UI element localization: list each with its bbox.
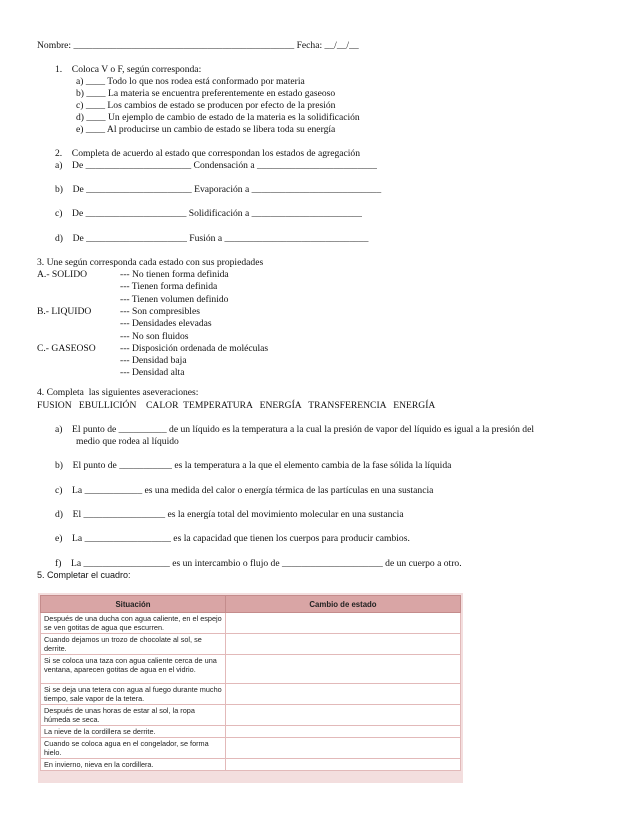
q4-item-a-cont: medio que rodea al líquido	[76, 436, 179, 447]
situation-cell: Si se coloca una taza con agua caliente cerca de una ventana, aparecen gotitas de agua en el vidrio.	[41, 655, 226, 684]
name-blank[interactable]: ______________________________________________	[73, 40, 295, 51]
answer-cell[interactable]	[226, 684, 461, 705]
answer-cell[interactable]	[226, 738, 461, 759]
date-blank[interactable]: __/__/__	[322, 40, 359, 51]
table-row	[41, 655, 461, 684]
situation-cell: Después de una ducha con agua caliente, en el espejo se ven gotitas de agua que escurren.	[41, 613, 226, 634]
q3-property: --- Densidad baja	[120, 355, 187, 366]
q2-item-c: c) De _____________________ Solidificación a _______________________	[55, 208, 362, 219]
table-row	[41, 705, 461, 726]
q3-state-solido: A.- SOLIDO	[37, 269, 88, 280]
q3-property: --- Tienen volumen definido	[120, 294, 229, 305]
name-label: Nombre:	[37, 40, 72, 51]
situation-cell: Cuando se coloca agua en el congelador, se forma hielo.	[41, 738, 226, 759]
table-row	[41, 726, 461, 738]
situation-cell: En invierno, nieva en la cordillera.	[41, 759, 226, 771]
table-row	[41, 634, 461, 655]
q3-property: --- Tienen forma definida	[120, 281, 218, 292]
answer-cell[interactable]	[226, 655, 461, 684]
q3-title: 3. Une según corresponda cada estado con sus propiedades	[37, 257, 264, 268]
situation-cell: La nieve de la cordillera se derrite.	[41, 726, 226, 738]
q4-item-e: e) La __________________ es la capacidad que tienen los cuerpos para producir cambios.	[55, 533, 410, 544]
table-row	[41, 613, 461, 634]
situation-table	[40, 595, 461, 771]
q1-item-d: d) ____ Un ejemplo de cambio de estado de la materia es la solidificación	[76, 112, 360, 123]
table-row	[41, 684, 461, 705]
answer-cell[interactable]	[226, 759, 461, 771]
q3-property: --- No tienen forma definida	[120, 269, 229, 280]
q3-property: --- Disposición ordenada de moléculas	[120, 343, 269, 354]
q4-item-d: d) El _________________ es la energía total del movimiento molecular en una sustancia	[55, 509, 404, 520]
q4-item-b: b) El punto de ___________ es la temperatura a la que el elemento cambia de la fase sólida la líquida	[55, 460, 452, 471]
answer-cell[interactable]	[226, 634, 461, 655]
q3-state-gaseoso: C.- GASEOSO	[37, 343, 96, 354]
answer-cell[interactable]	[226, 705, 461, 726]
date-label: Fecha:	[294, 40, 323, 51]
table-row	[41, 738, 461, 759]
header-line	[37, 40, 359, 51]
q2-item-d: d) De _____________________ Fusión a ______________________________	[55, 233, 369, 244]
situation-cell: Después de unas horas de estar al sol, la ropa húmeda se seca.	[41, 705, 226, 726]
q4-item-a: a) El punto de __________ de un líquido es la temperatura a la cual la presión de vapor del líquido es igual a la presión del	[55, 424, 535, 435]
q5-title: 5. Completar el cuadro:	[37, 570, 131, 580]
situation-cell: Cuando dejamos un trozo de chocolate al sol, se derrite.	[41, 634, 226, 655]
q2-item-b: b) De ______________________ Evaporación a ___________________________	[55, 184, 382, 195]
situation-cell: Si se deja una tetera con agua al fuego durante mucho tiempo, sale vapor de la tetera.	[41, 684, 226, 705]
q4-word-bank: FUSION EBULLICIÓN CALOR TEMPERATURA ENERGÍA TRANSFERENCIA ENERGÍA	[37, 400, 436, 411]
q3-property: --- Son compresibles	[120, 306, 200, 317]
table-header-situation: Situación	[41, 596, 226, 613]
q1-item-e: e) ____ Al producirse un cambio de estado se libera toda su energía	[76, 124, 336, 135]
q1-item-b: b) ____ La materia se encuentra preferentemente en estado gaseoso	[76, 88, 336, 99]
q3-property: --- Densidades elevadas	[120, 318, 212, 329]
q3-property: --- No son fluidos	[120, 331, 189, 342]
q4-item-f: f) La __________________ es un intercambio o flujo de _____________________ de un cuerpo a otro.	[55, 558, 462, 569]
q2-item-a: a) De ______________________ Condensación a _________________________	[55, 160, 377, 171]
table-row	[41, 759, 461, 771]
q2-title: 2. Completa de acuerdo al estado que correspondan los estados de agregación	[55, 148, 361, 159]
q3-state-liquido: B.- LIQUIDO	[37, 306, 92, 317]
q3-property: --- Densidad alta	[120, 367, 185, 378]
q1-item-c: c) ____ Los cambios de estado se producen por efecto de la presión	[76, 100, 336, 111]
table-header-change: Cambio de estado	[226, 596, 461, 613]
q1-title: 1. Coloca V o F, según corresponda:	[55, 64, 202, 75]
q4-title: 4. Completa las siguientes aseveraciones:	[37, 387, 199, 398]
answer-cell[interactable]	[226, 613, 461, 634]
q1-item-a: a) ____ Todo lo que nos rodea está conformado por materia	[76, 76, 305, 87]
q4-item-c: c) La ____________ es una medida del calor o energía térmica de las partículas en una sustancia	[55, 485, 434, 496]
answer-cell[interactable]	[226, 726, 461, 738]
